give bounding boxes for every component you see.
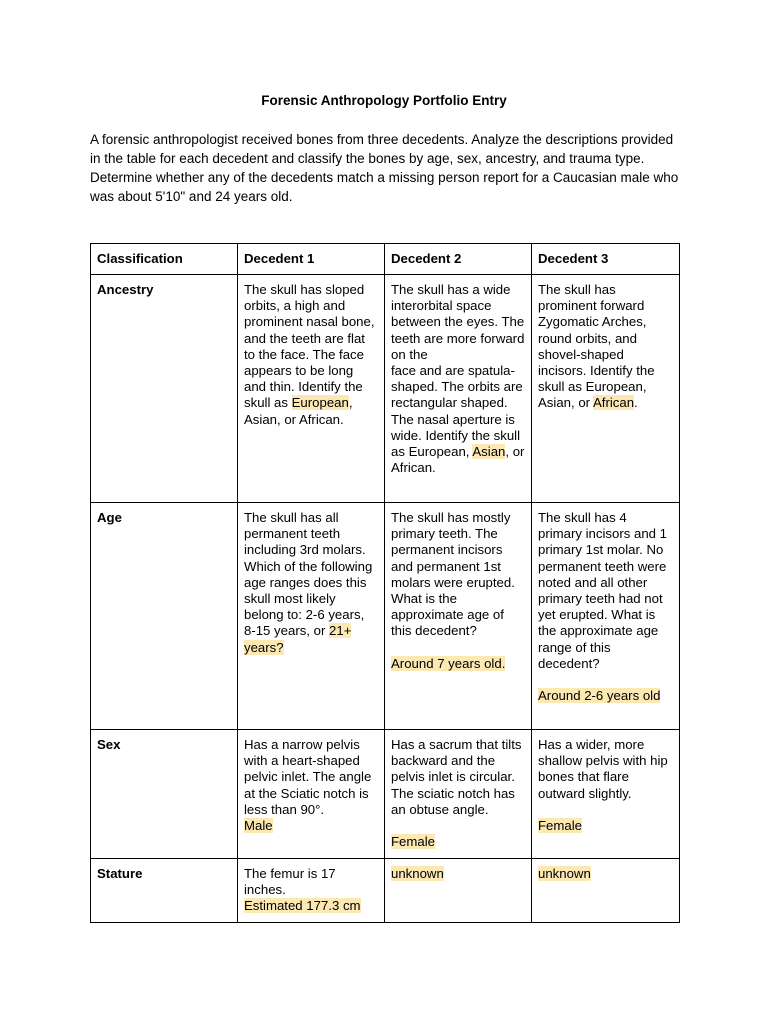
cell-text: . [634, 395, 638, 411]
cell-age-d2 [385, 503, 532, 730]
cell-text: Has a wider, more shallow pelvis with hip bones that flare outward slightly. [538, 737, 668, 801]
highlighted-answer: Female [538, 817, 582, 833]
highlighted-answer: European [291, 395, 349, 411]
header-decedent-3: Decedent 3 [532, 244, 680, 275]
cell-stature-d2 [385, 859, 532, 923]
row-label-stature: Stature [91, 859, 238, 923]
cell-sex-d3 [532, 730, 680, 859]
highlighted-answer: 21+ years? [244, 623, 352, 655]
page-title: Forensic Anthropology Portfolio Entry [261, 93, 507, 108]
highlighted-answer: Around 2-6 years old [538, 688, 661, 704]
header-decedent-1: Decedent 1 [238, 244, 385, 275]
cell-ancestry-d3 [532, 275, 680, 503]
highlighted-answer: unknown [538, 866, 591, 881]
highlighted-answer: African [592, 395, 635, 411]
cell-sex-d2 [385, 730, 532, 859]
cell-text: The skull has 4 primary incisors and 1 primary 1st molar. No permanent teeth were noted and all other primary teeth had not yet erupted. What is the approximate age range of this decedent? [538, 510, 667, 671]
highlighted-answer: Female [391, 834, 435, 850]
cell-ancestry-d1 [238, 275, 385, 503]
table-row-ancestry [91, 275, 680, 503]
classification-table [90, 243, 680, 923]
highlighted-answer: Male [244, 818, 273, 834]
row-label-sex: Sex [91, 730, 238, 859]
row-label-age: Age [91, 503, 238, 730]
cell-text: Has a narrow pelvis with a heart-shaped pelvic inlet. The angle at the Sciatic notch is less than 90°. [244, 737, 372, 817]
header-decedent-2: Decedent 2 [385, 244, 532, 275]
table-row-stature [91, 859, 680, 923]
table-row-sex [91, 730, 680, 859]
cell-age-d3 [532, 503, 680, 730]
cell-stature-d1 [238, 859, 385, 923]
cell-text: Has a sacrum that tilts backward and the pelvis inlet is circular. The sciatic notch has an obtuse angle. [391, 737, 522, 817]
highlighted-answer: unknown [391, 866, 444, 881]
cell-text: face and are spatula-shaped. The orbits are rectangular shaped. The nasal aperture is wide. Identify the skull as European, [391, 363, 523, 460]
cell-text: The femur is 17 inches. [244, 866, 336, 898]
cell-age-d1 [238, 503, 385, 730]
highlighted-answer: Around 7 years old. [391, 655, 506, 671]
cell-text: The skull has sloped orbits, a high and prominent nasal bone, and the teeth are flat to the face. The face appears to be long and thin. Identify the skull as [244, 282, 375, 411]
row-label-ancestry: Ancestry [91, 275, 238, 503]
cell-text: , or African. [391, 444, 525, 476]
cell-stature-d3 [532, 859, 680, 923]
cell-sex-d1 [238, 730, 385, 859]
highlighted-answer: Estimated 177.3 cm [244, 898, 361, 914]
table-row-age [91, 503, 680, 730]
cell-text: The skull has mostly primary teeth. The permanent incisors and permanent 1st molars were erupted. What is the approximate age of this decedent? [391, 510, 515, 639]
intro-paragraph: A forensic anthropologist received bones from three decedents. Analyze the descriptions provided in the table for each decedent and classify the bones by age, sex, ancestry, and trauma type. Determine whether any of the decedents match a missing person report for a Caucasian male who was about 5'10" and 24 years old. [90, 132, 679, 204]
cell-text: The skull has all permanent teeth including 3rd molars. Which of the following age ranges does this [244, 510, 373, 590]
header-classification: Classification [91, 244, 238, 275]
cell-text: The skull has a wide interorbital space between the eyes. The teeth are more forward on the [391, 282, 525, 362]
cell-ancestry-d2 [385, 275, 532, 503]
cell-text: skull most likely belong to: 2-6 years, 8-15 years, or [244, 591, 365, 639]
table-header-row [91, 244, 680, 275]
highlighted-answer: Asian [472, 444, 506, 460]
cell-text: , Asian, or African. [244, 395, 353, 427]
cell-text: The skull has prominent forward Zygomatic Arches, round orbits, and shovel-shaped incisors. Identify the skull as European, Asian, or [538, 282, 655, 411]
